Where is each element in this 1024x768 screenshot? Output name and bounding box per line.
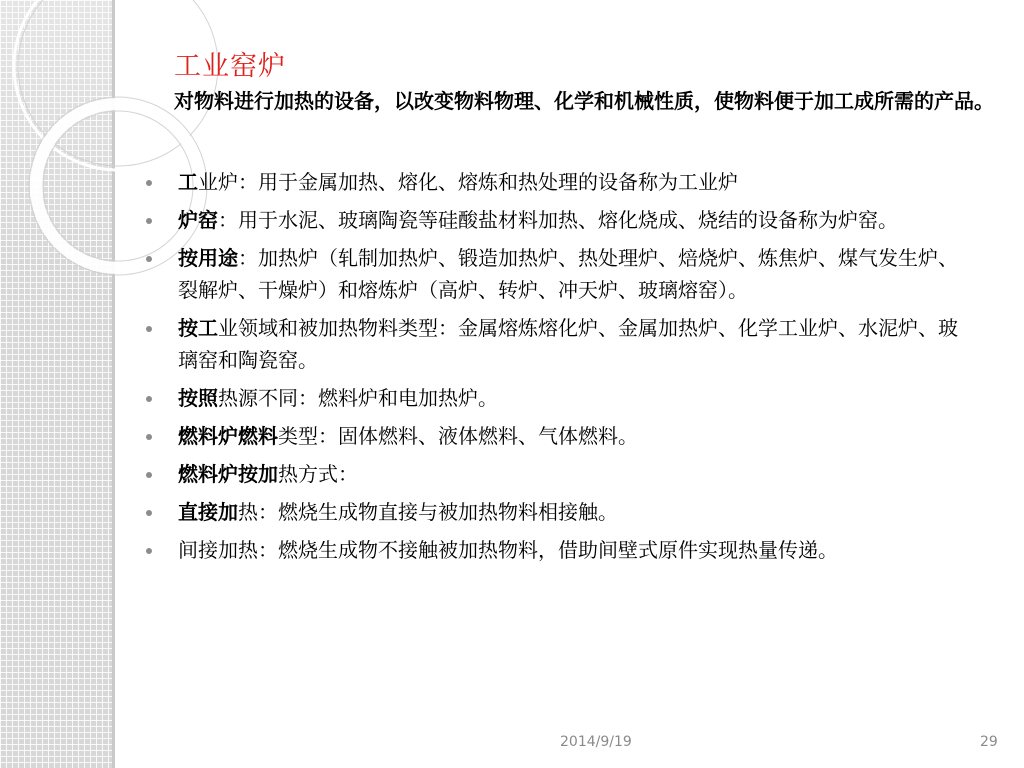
bullet-dot-icon	[146, 218, 152, 224]
bullet-item	[146, 496, 976, 528]
bullet-text: 按用途：加热炉（轧制加热炉、锻造加热炉、热处理炉、焙烧炉、炼焦炉、煤气发生炉、裂解炉、干燥炉）和熔炼炉（高炉、转炉、冲天炉、玻璃熔窑）。	[178, 246, 958, 302]
bullet-dot-icon	[146, 472, 152, 478]
slide-title: 工业窑炉	[174, 51, 286, 82]
bullet-item	[146, 420, 976, 452]
bullet-list	[146, 166, 976, 572]
bullet-text: 按照热源不同：燃料炉和电加热炉。	[178, 386, 498, 410]
bullet-text: 工业炉：用于金属加热、熔化、熔炼和热处理的设备称为工业炉	[178, 170, 738, 194]
bullet-dot-icon	[146, 510, 152, 516]
bullet-dot-icon	[146, 326, 152, 332]
bullet-text: 按工业领域和被加热物料类型：金属熔炼熔化炉、金属加热炉、化学工业炉、水泥炉、玻璃窑和陶瓷窑。	[178, 316, 958, 372]
footer-page-number: 29	[980, 734, 998, 750]
footer-date: 2014/9/19	[560, 734, 632, 750]
bullet-text: 直接加热：燃烧生成物直接与被加热物料相接触。	[178, 500, 618, 524]
bullet-dot-icon	[146, 434, 152, 440]
bullet-dot-icon	[146, 256, 152, 262]
bullet-item	[146, 458, 976, 490]
bullet-item	[146, 382, 976, 414]
bullet-dot-icon	[146, 180, 152, 186]
bullet-item	[146, 204, 976, 236]
bullet-item	[146, 166, 976, 198]
bullet-dot-icon	[146, 548, 152, 554]
bullet-text: 燃料炉按加热方式：	[178, 462, 358, 486]
bullet-text: 炉窑：用于水泥、玻璃陶瓷等硅酸盐材料加热、熔化烧成、烧结的设备称为炉窑。	[178, 208, 898, 232]
slide-subtitle: 对物料进行加热的设备，以改变物料物理、化学和机械性质，使物料便于加工成所需的产品。	[174, 89, 994, 113]
bullet-text: 间接加热：燃烧生成物不接触被加热物料，借助间壁式原件实现热量传递。	[178, 538, 838, 562]
bullet-text: 燃料炉燃料类型：固体燃料、液体燃料、气体燃料。	[178, 424, 638, 448]
bullet-item	[146, 534, 976, 566]
bullet-item	[146, 312, 976, 376]
bullet-dot-icon	[146, 396, 152, 402]
bullet-item	[146, 242, 976, 306]
